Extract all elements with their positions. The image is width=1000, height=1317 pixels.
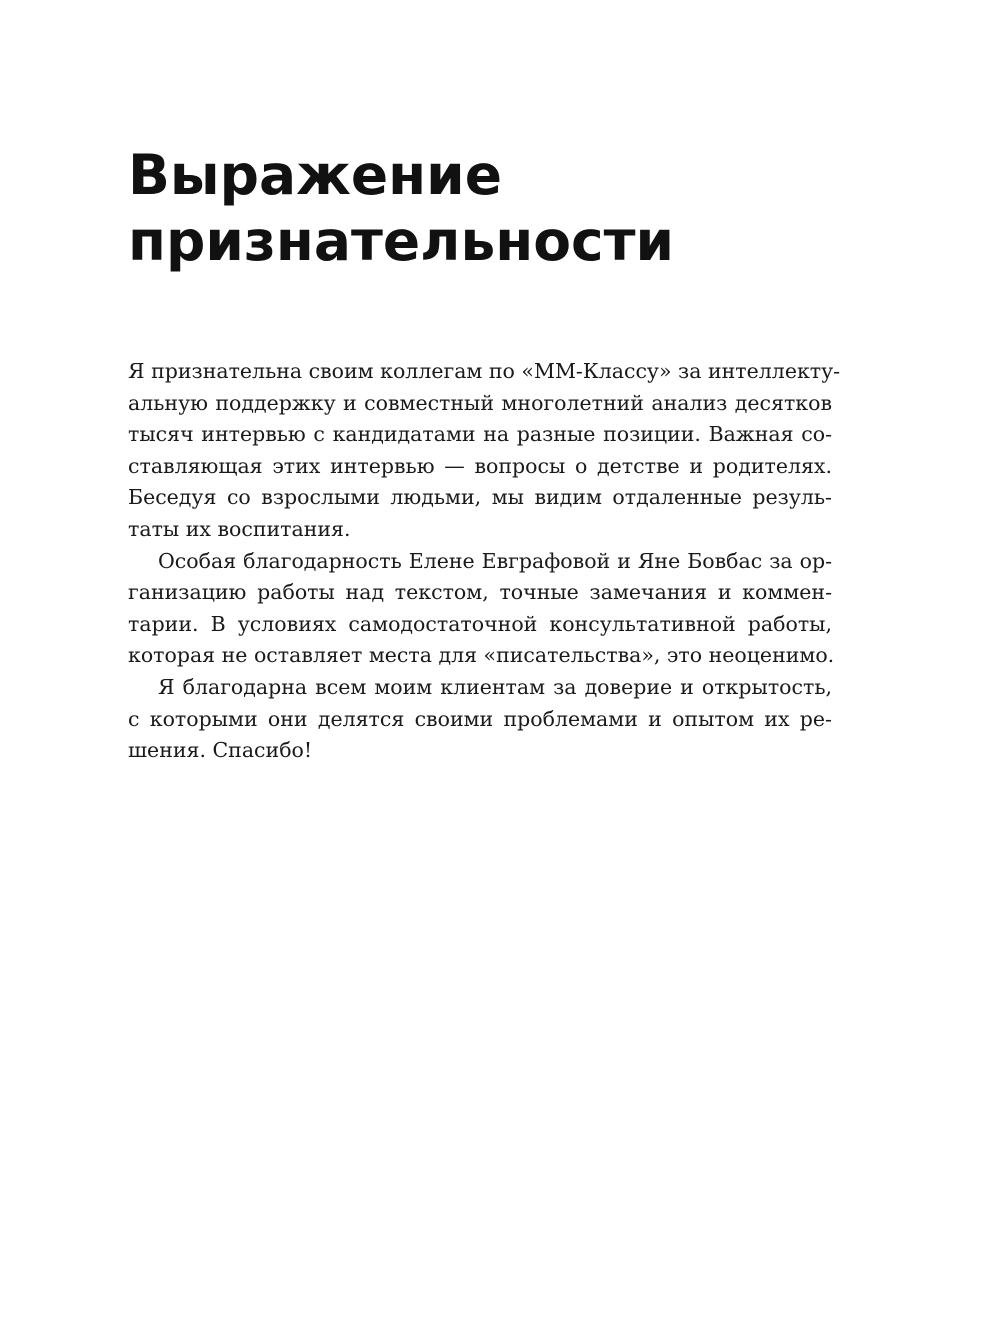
paragraph-line: тарии. В условиях самодостаточной консультативной работы,: [128, 611, 832, 636]
paragraph-line: Особая благодарность Елене Евграфовой и Яне Бовбас за ор-: [158, 548, 832, 573]
paragraph-line: тысяч интервью с кандидатами на разные позиции. Важная со-: [128, 422, 832, 447]
title-line: Выражение: [128, 143, 503, 207]
paragraph-line: ганизацию работы над текстом, точные замечания и коммен-: [128, 580, 832, 605]
paragraph-line: шения. Спасибо!: [128, 738, 313, 763]
body-text: [128, 356, 841, 767]
paragraph-line: с которыми они делятся своими проблемами и опытом их ре-: [128, 706, 832, 731]
paragraph-line: Я признательна своим коллегам по «ММ-Классу» за интеллекту-: [128, 359, 841, 383]
paragraph-line: таты их воспитания.: [128, 516, 351, 541]
title-line: признательности: [128, 209, 675, 273]
paragraph-line: Я благодарна всем моим клиентам за доверие и открытость,: [158, 674, 832, 699]
paragraph-line: альную поддержку и совместный многолетний анализ десятков: [128, 390, 832, 415]
paragraph-line: Беседуя со взрослыми людьми, мы видим отдаленные резуль-: [128, 485, 832, 510]
page-title: [128, 142, 848, 274]
paragraph-line: которая не оставляет места для «писательства», это неоценимо.: [128, 643, 835, 668]
paragraph-line: ставляющая этих интервью — вопросы о детстве и родителях.: [128, 453, 832, 478]
